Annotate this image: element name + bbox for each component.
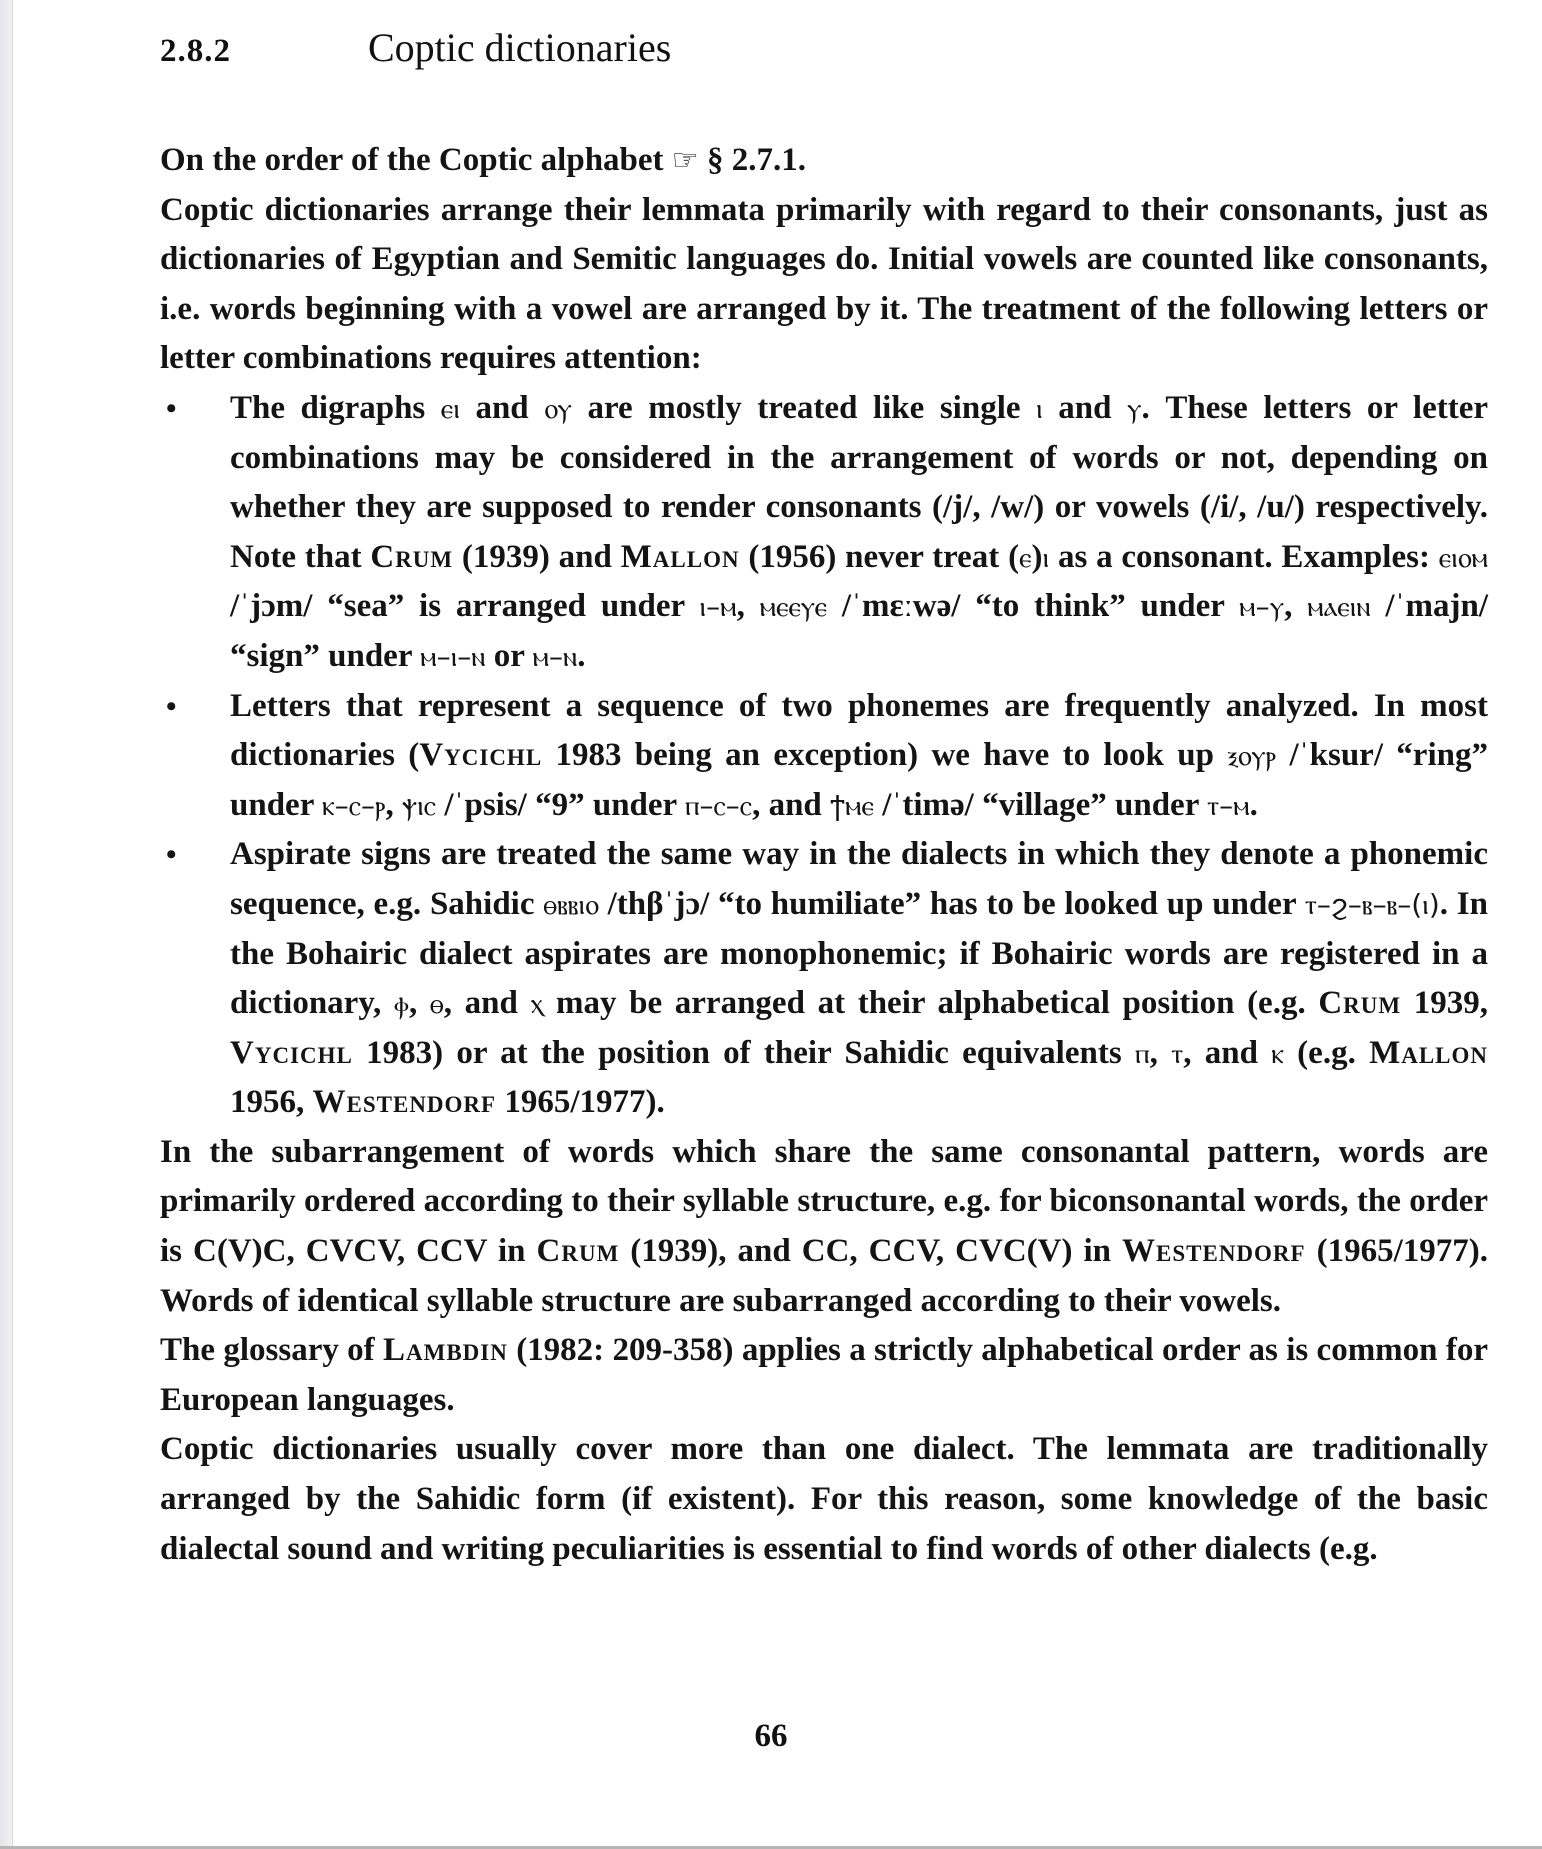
intro-text: On the order of the Coptic alphabet <box>160 142 664 178</box>
author-citation: Mallon <box>620 538 740 575</box>
bullet-text: The digraphs ⲉⲓ and ⲟⲩ are mostly treated like single ⲓ and ⲩ. These letters or letter combinations may be considered in the arrangement of words or not, depending on whether they are supposed to render consonants (/j/, /w/) or vowels (/i/, /u/) respectively. Note that Crum (1939) and Mallon (1956) never treat (ⲉ)ⲓ as a consonant. Examples: ⲉⲓⲟⲙ /ˈjɔm/ “sea” is arranged under ⲓ–ⲙ, ⲙⲉⲉⲩⲉ /ˈmɛːwə/ “to think” under ⲙ–ⲩ, ⲙⲁⲉⲓⲛ /ˈmajn/ “sign” under ⲙ–ⲓ–ⲛ or ⲙ–ⲛ. <box>230 389 1489 674</box>
coptic-word: ⲙ–ⲩ <box>1239 590 1285 624</box>
coptic-word: ⲭ <box>530 987 544 1021</box>
bullet-item-two-phonemes <box>160 682 1488 831</box>
author-citation: Crum <box>370 538 454 575</box>
author-citation: Mallon <box>1369 1034 1489 1071</box>
paragraph-3: The glossary of Lambdin (1982: 209-358) applies a strictly alphabetical order as is common for European languages. <box>160 1332 1488 1418</box>
page-number: 66 <box>754 1718 788 1754</box>
body-text <box>160 136 1488 1574</box>
intro-line <box>160 136 1488 186</box>
coptic-word: ⲩ <box>1127 391 1142 425</box>
section-number: 2.8.2 <box>160 33 231 69</box>
coptic-word: ⲡ <box>1134 1036 1150 1070</box>
bullet-text: Aspirate signs are treated the same way in the dialects in which they denote a phonemic sequence, e.g. Sahidic ⲑⲃⲃⲓⲟ /thβˈjɔ/ “to humiliate” has to be looked up under ⲧ–ϩ–ⲃ–ⲃ–(ⲓ). In the Bohairic dialect aspirates are monophonemic; if Bohairic words are registered in a dictionary, ⲫ, ⲑ, and ⲭ may be arranged at their alphabetical position (e.g. Crum 1939, Vycichl 1983) or at the position of their Sahidic equivalents ⲡ, ⲧ, and ⲕ (e.g. Mallon 1956, Westendorf 1965/1977). <box>230 836 1489 1121</box>
coptic-word: ⲙⲁⲉⲓⲛ <box>1307 590 1371 624</box>
coptic-word: ⲉⲓ <box>440 391 460 425</box>
bullet-icon: • <box>166 838 177 872</box>
author-citation: Vycichl <box>419 737 543 774</box>
coptic-word: ⲓ <box>1042 540 1050 574</box>
coptic-word: ⲕ–ⲥ–ⲣ <box>322 788 386 822</box>
coptic-word: ⲙ–ⲛ <box>532 639 578 673</box>
author-citation: Vycichl <box>230 1034 353 1071</box>
coptic-word: ⲑ <box>429 987 444 1021</box>
coptic-word: ⲓ–ⲙ <box>699 590 737 624</box>
coptic-word: ⲟⲩ <box>544 391 572 425</box>
coptic-word: ⲓ <box>1036 391 1043 425</box>
pointing-hand-icon: ☞ <box>671 143 699 178</box>
coptic-word: ⲧ–ϩ–ⲃ–ⲃ–(ⲓ) <box>1304 887 1440 921</box>
page-left-edge <box>0 0 13 1849</box>
bullet-icon: • <box>166 689 177 723</box>
coptic-word: ⲧ–ⲙ <box>1207 788 1250 822</box>
coptic-word: ⲧ <box>1171 1036 1184 1070</box>
bullet-item-aspirates <box>160 830 1488 1128</box>
author-citation: Westendorf <box>312 1084 497 1121</box>
section-heading <box>160 24 1488 84</box>
bullet-list <box>160 384 1488 1128</box>
bullet-icon: • <box>166 391 177 425</box>
coptic-word: ⲕ <box>1271 1036 1284 1070</box>
author-citation: Crum <box>1318 985 1402 1022</box>
document-page <box>160 24 1488 1574</box>
coptic-word: ⲡ–ⲥ–ⲥ <box>684 788 753 822</box>
coptic-word: ⲙ–ⲓ–ⲛ <box>420 639 486 673</box>
cross-reference-link[interactable]: § 2.7.1. <box>706 142 806 178</box>
paragraph-1: Coptic dictionaries arrange their lemmata primarily with regard to their consonants, just as dictionaries of Egyptian and Semitic languages do. Initial vowels are counted like consonants, i.e. words beginning with a vowel are arranged by it. The treatment of the following letters or letter combinations requires attention: <box>160 191 1488 377</box>
coptic-word: ⲝⲟⲩⲣ <box>1227 739 1277 773</box>
coptic-word: ⲙⲉⲉⲩⲉ <box>759 590 828 624</box>
coptic-word: ⲉⲓⲟⲙ <box>1438 540 1488 574</box>
paragraph-4: Coptic dictionaries usually cover more than one dialect. The lemmata are traditionally arranged by the Sahidic form (if existent). For this reason, some knowledge of the basic dialectal sound and writing peculiarities is essential to find words of other dialects (e.g. <box>160 1431 1488 1567</box>
section-title: Coptic dictionaries <box>368 25 672 70</box>
bullet-text: Letters that represent a sequence of two phonemes are frequently analyzed. In most dictionaries (Vycichl 1983 being an exception) we have to look up ⲝⲟⲩⲣ /ˈksur/ “ring” under ⲕ–ⲥ–ⲣ, ⲯⲓⲥ /ˈpsis/ “9” under ⲡ–ⲥ–ⲥ, and ϯⲙⲉ /ˈtimə/ “village” under ⲧ–ⲙ. <box>230 687 1488 823</box>
paragraph-2: In the subarrangement of words which share the same consonantal pattern, words are primarily ordered according to their syllable structure, e.g. for biconsonantal words, the order is C(V)C, CVCV, CCV in Crum (1939), and CC, CCV, CVC(V) in Westendorf (1965/1977). Words of identical syllable structure are subarranged according to their vowels. <box>160 1133 1488 1319</box>
coptic-word: ⲑⲃⲃⲓⲟ <box>543 887 599 921</box>
author-citation: Westendorf <box>1122 1233 1306 1270</box>
bullet-item-digraphs <box>160 384 1488 682</box>
coptic-word: ⲉ <box>1019 540 1032 574</box>
coptic-word: ⲯⲓⲥ <box>402 788 437 822</box>
author-citation: Crum <box>536 1233 620 1270</box>
coptic-word: ⲫ <box>393 987 409 1021</box>
author-citation: Lambdin <box>383 1332 508 1369</box>
coptic-word: ϯⲙⲉ <box>830 788 874 822</box>
